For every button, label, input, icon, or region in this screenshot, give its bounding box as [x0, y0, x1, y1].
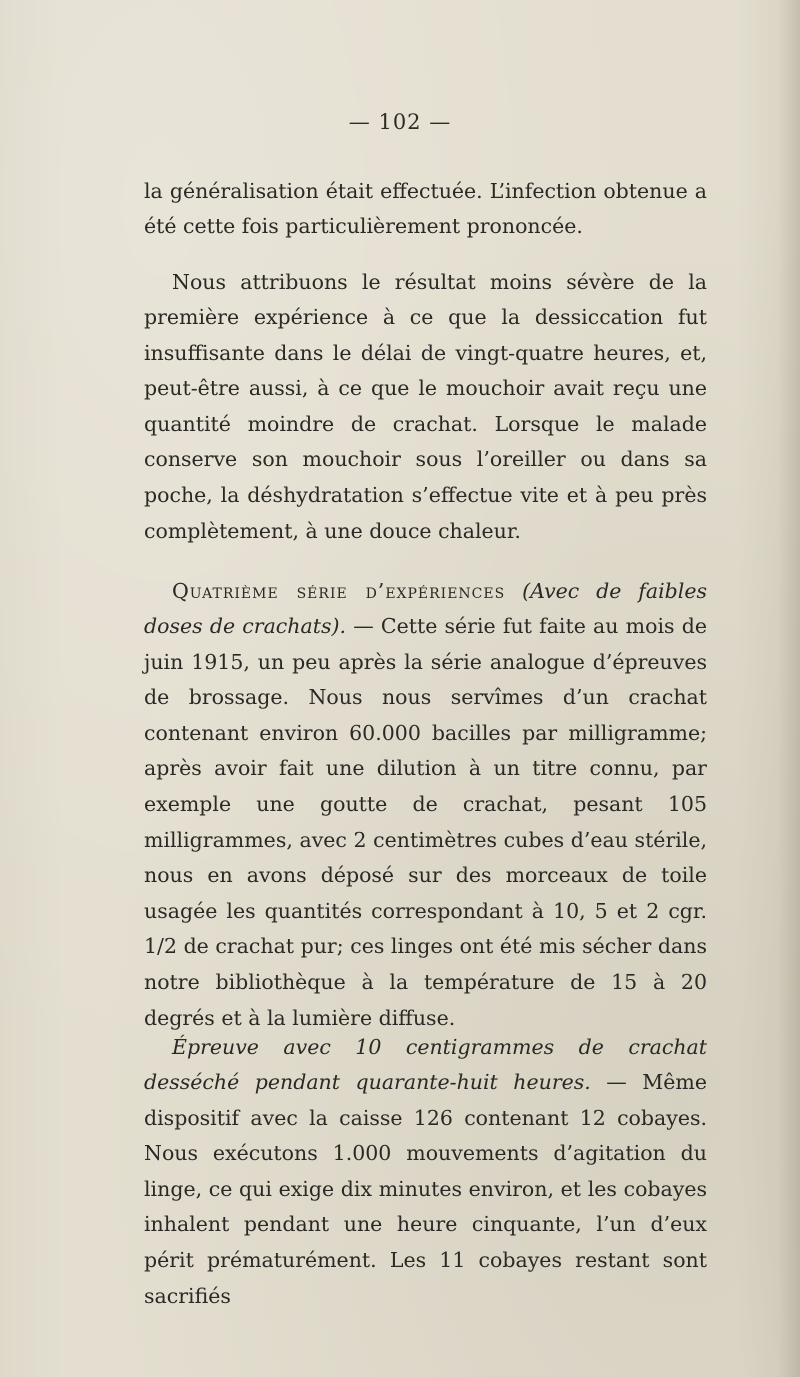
page-number: — 102 — — [348, 110, 452, 134]
section-subtitle: (Avec de faibles doses de crachats). — [144, 578, 707, 639]
paragraph-continuation: la généralisation était effectuée. L’infection obtenue a été cette fois particulièrement prononcée. — [144, 178, 707, 239]
trial-body: — Même dispositif avec la caisse 126 contenant 12 cobayes. Nous exécutons 1.000 mouvements d’agitation du linge, ce qui exige dix minutes environ, et les cobayes inhalent pendant une heure cinquante, l’un d’eux périt prématurément. Les 11 cobayes restant sont sacrifiés — [144, 1070, 708, 1308]
section-heading: Quatrième série d’expériences — [172, 578, 506, 603]
page-edge-shadow — [778, 0, 800, 1377]
paragraph-trial — [144, 1030, 707, 1315]
paragraph-fourth-series — [144, 574, 707, 1037]
paragraph-attribution: Nous attribuons le résultat moins sévère de la première expérience à ce que la dessiccation fut insuffisante dans le délai de vingt-quatre heures, et, peut-être aussi, à ce que le mouchoir avait reçu une quantité moindre de crachat. Lorsque le malade conserve son mouchoir sous l’oreiller ou dans sa poche, la déshydratation s’effectue vite et à peu près complètement, à une douce chaleur. — [144, 269, 707, 543]
section-body: — Cette série fut faite au mois de juin 1915, un peu après la série analogue d’épreuves de brossage. Nous nous servîmes d’un crachat contenant environ 60.000 bacilles par milligramme; après avoir fait une dilution à un titre connu, par exemple une goutte de crachat, pesant 105 milligrammes, avec 2 centimètres cubes d’eau stérile, nous en avons déposé sur des morceaux de toile usagée les quantités correspondant à 10, 5 et 2 cgr. 1/2 de crachat pur; ces linges ont été mis sécher dans notre bibliothèque à la température de 15 à 20 degrés et à la lumière diffuse. — [144, 614, 707, 1030]
trial-title: Épreuve avec 10 centigrammes de crachat desséché pendant quarante-huit heures. — [144, 1034, 707, 1095]
